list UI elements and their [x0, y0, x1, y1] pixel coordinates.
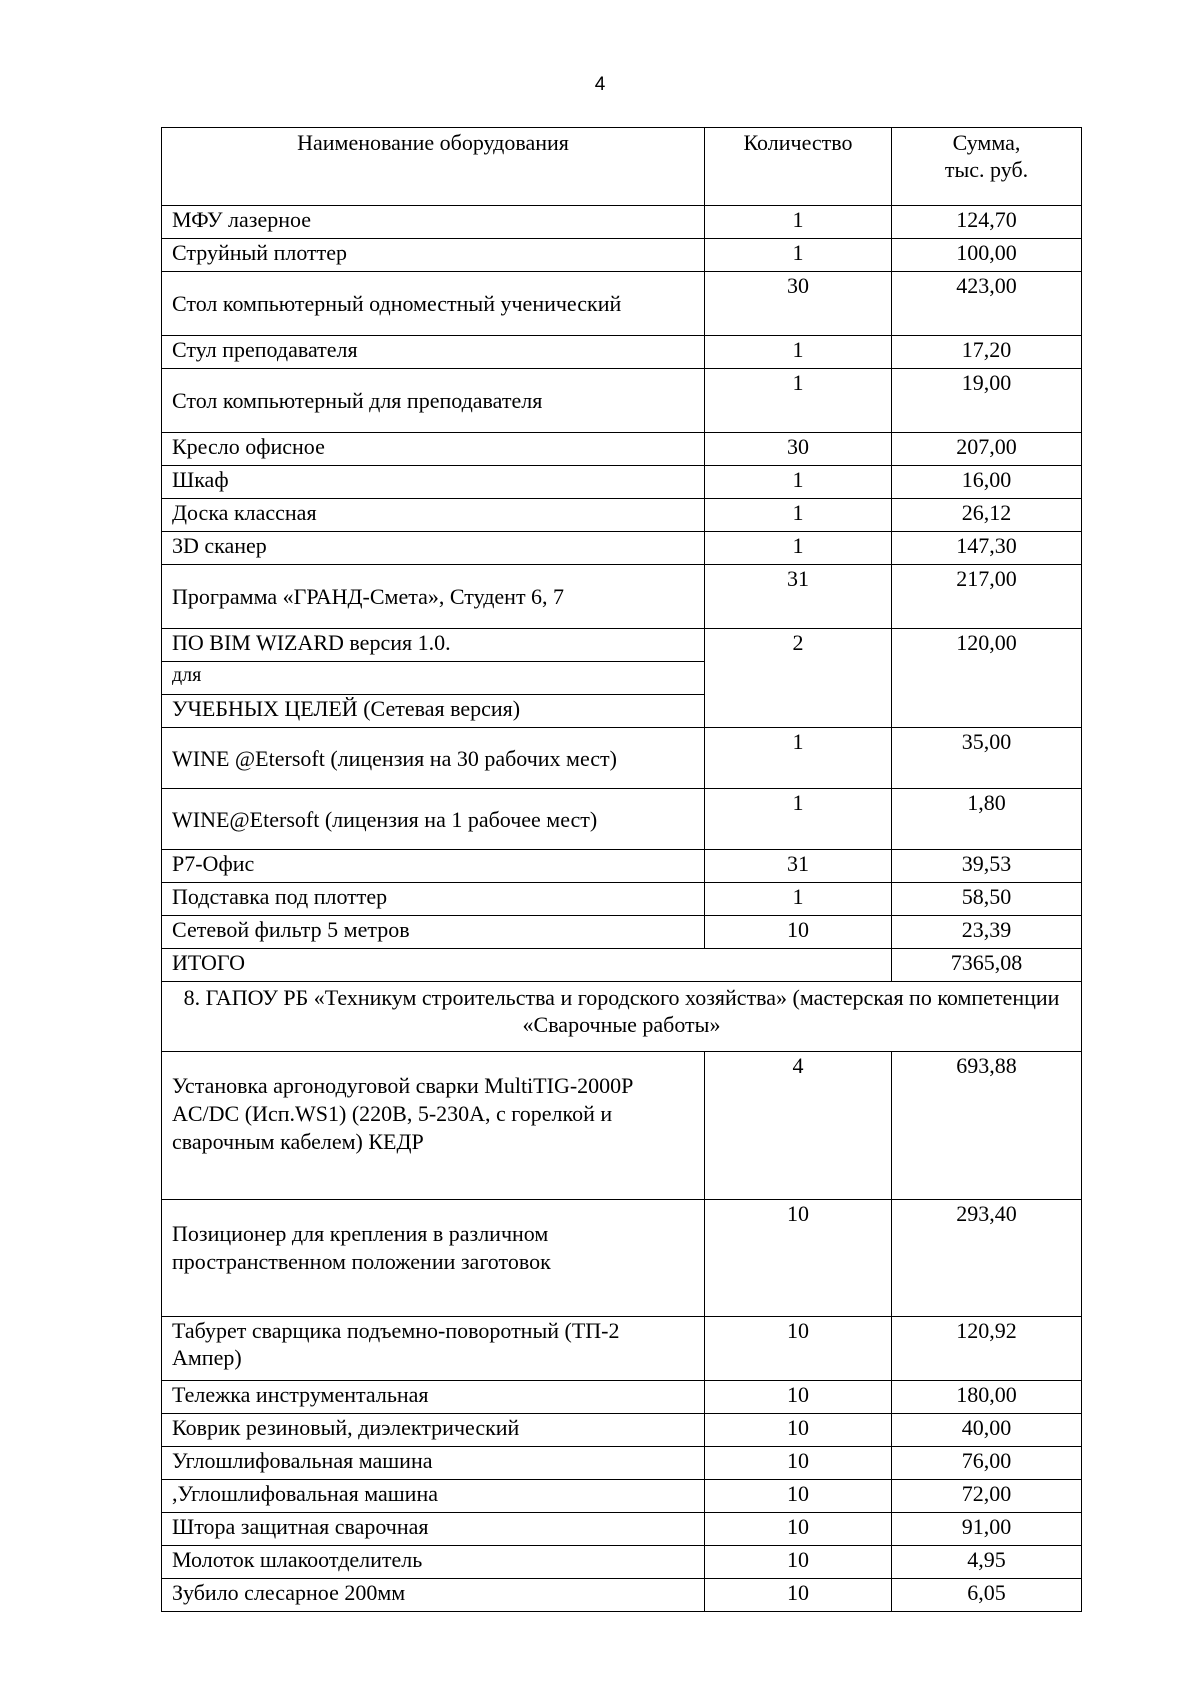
cell-sum: 1,80	[892, 789, 1082, 850]
cell-sum: 293,40	[892, 1200, 1082, 1317]
cell-qty: 1	[705, 883, 892, 916]
cell-sum: 180,00	[892, 1381, 1082, 1414]
cell-name: МФУ лазерное	[162, 206, 705, 239]
cell-sum: 23,39	[892, 916, 1082, 949]
cell-qty: 1	[705, 532, 892, 565]
cell-qty: 31	[705, 850, 892, 883]
table-row	[162, 1579, 1082, 1612]
table-row	[162, 1546, 1082, 1579]
cell-sum: 19,00	[892, 369, 1082, 433]
cell-sum: 17,20	[892, 336, 1082, 369]
table-row	[162, 1052, 1082, 1200]
cell-sum: 423,00	[892, 272, 1082, 336]
cell-name: Шкаф	[162, 466, 705, 499]
cell-name: Стол компьютерный для преподавателя	[162, 369, 705, 433]
cell-name: Штора защитная сварочная	[162, 1513, 705, 1546]
table-row	[162, 728, 1082, 789]
cell-sum: 72,00	[892, 1480, 1082, 1513]
cell-qty: 10	[705, 1546, 892, 1579]
cell-sum: 39,53	[892, 850, 1082, 883]
cell-qty: 30	[705, 433, 892, 466]
table-row	[162, 1414, 1082, 1447]
table-row	[162, 789, 1082, 850]
total-row	[162, 949, 1082, 982]
cell-qty: 10	[705, 1381, 892, 1414]
cell-qty: 10	[705, 1447, 892, 1480]
cell-sum: 58,50	[892, 883, 1082, 916]
table-row	[162, 1480, 1082, 1513]
table-row	[162, 466, 1082, 499]
cell-name: Стул преподавателя	[162, 336, 705, 369]
table-row	[162, 499, 1082, 532]
table-row	[162, 532, 1082, 565]
table-row	[162, 629, 1082, 662]
cell-name: Установка аргонодуговой сварки MultiTIG-2000P AC/DC (Исп.WS1) (220В, 5-230А, с горелкой и сварочным кабелем) КЕДР	[162, 1052, 705, 1200]
cell-sum: 693,88	[892, 1052, 1082, 1200]
section-title: 8. ГАПОУ РБ «Техникум строительства и городского хозяйства» (мастерская по компетенции «Сварочные работы»	[162, 982, 1082, 1052]
cell-qty: 1	[705, 789, 892, 850]
cell-sum: 120,00	[892, 629, 1082, 728]
cell-qty: 31	[705, 565, 892, 629]
cell-qty: 2	[705, 629, 892, 728]
page-number: 4	[594, 74, 606, 95]
cell-name: 3D сканер	[162, 532, 705, 565]
cell-qty: 10	[705, 916, 892, 949]
header-sum-line1: Сумма,	[952, 130, 1021, 155]
cell-sum: 35,00	[892, 728, 1082, 789]
cell-name: Табурет сварщика подъемно-поворотный (ТП-2 Ампер)	[162, 1317, 705, 1381]
cell-qty: 1	[705, 466, 892, 499]
cell-qty: 10	[705, 1513, 892, 1546]
cell-qty: 30	[705, 272, 892, 336]
cell-name: Стол компьютерный одноместный ученический	[162, 272, 705, 336]
table-row	[162, 206, 1082, 239]
cell-qty: 1	[705, 369, 892, 433]
cell-sum: 207,00	[892, 433, 1082, 466]
cell-name: Р7-Офис	[162, 850, 705, 883]
cell-qty: 10	[705, 1414, 892, 1447]
cell-sum: 120,92	[892, 1317, 1082, 1381]
cell-sum: 40,00	[892, 1414, 1082, 1447]
cell-sum: 217,00	[892, 565, 1082, 629]
cell-name: Сетевой фильтр 5 метров	[162, 916, 705, 949]
cell-name: Кресло офисное	[162, 433, 705, 466]
table-row	[162, 883, 1082, 916]
cell-name: Коврик резиновый, диэлектрический	[162, 1414, 705, 1447]
table-row	[162, 369, 1082, 433]
cell-sum: 4,95	[892, 1546, 1082, 1579]
cell-sum: 16,00	[892, 466, 1082, 499]
cell-name: WINE @Etersoft (лицензия на 30 рабочих мест)	[162, 728, 705, 789]
cell-qty: 10	[705, 1480, 892, 1513]
cell-qty: 1	[705, 336, 892, 369]
table-row	[162, 1447, 1082, 1480]
total-label: ИТОГО	[162, 949, 892, 982]
cell-name: Тележка инструментальная	[162, 1381, 705, 1414]
table-row	[162, 433, 1082, 466]
table-header-row	[162, 128, 1082, 206]
table-row	[162, 850, 1082, 883]
cell-name: Струйный плоттер	[162, 239, 705, 272]
cell-qty: 1	[705, 499, 892, 532]
table-row	[162, 239, 1082, 272]
section-row	[162, 982, 1082, 1052]
table-row	[162, 1381, 1082, 1414]
header-name: Наименование оборудования	[162, 128, 705, 206]
header-sum-line2: тыс. руб.	[944, 157, 1029, 182]
cell-name: Углошлифовальная машина	[162, 1447, 705, 1480]
table-row	[162, 565, 1082, 629]
cell-sum: 76,00	[892, 1447, 1082, 1480]
cell-name: для	[162, 662, 705, 695]
cell-name: Молоток шлакоотделитель	[162, 1546, 705, 1579]
equipment-table	[161, 127, 1082, 1612]
cell-name: Доска классная	[162, 499, 705, 532]
table-row	[162, 272, 1082, 336]
table-row	[162, 1200, 1082, 1317]
total-sum: 7365,08	[892, 949, 1082, 982]
header-qty: Количество	[705, 128, 892, 206]
cell-name: Программа «ГРАНД-Смета», Студент 6, 7	[162, 565, 705, 629]
cell-qty: 1	[705, 239, 892, 272]
cell-qty: 4	[705, 1052, 892, 1200]
cell-sum: 147,30	[892, 532, 1082, 565]
table-row	[162, 916, 1082, 949]
cell-sum: 6,05	[892, 1579, 1082, 1612]
cell-name: WINE@Etersoft (лицензия на 1 рабочее мест)	[162, 789, 705, 850]
cell-sum: 124,70	[892, 206, 1082, 239]
cell-sum: 26,12	[892, 499, 1082, 532]
table-row	[162, 336, 1082, 369]
header-sum	[892, 128, 1082, 206]
cell-qty: 10	[705, 1200, 892, 1317]
cell-sum: 91,00	[892, 1513, 1082, 1546]
table-row	[162, 1317, 1082, 1381]
table-row	[162, 1513, 1082, 1546]
cell-name: ,Углошлифовальная машина	[162, 1480, 705, 1513]
cell-sum: 100,00	[892, 239, 1082, 272]
cell-qty: 1	[705, 206, 892, 239]
cell-name: Зубило слесарное 200мм	[162, 1579, 705, 1612]
cell-qty: 10	[705, 1317, 892, 1381]
cell-name: Позиционер для крепления в различном пространственном положении заготовок	[162, 1200, 705, 1317]
cell-qty: 1	[705, 728, 892, 789]
cell-qty: 10	[705, 1579, 892, 1612]
cell-name: ПО BIM WIZARD версия 1.0.	[162, 629, 705, 662]
cell-name: УЧЕБНЫХ ЦЕЛЕЙ (Сетевая версия)	[162, 695, 705, 728]
cell-name: Подставка под плоттер	[162, 883, 705, 916]
